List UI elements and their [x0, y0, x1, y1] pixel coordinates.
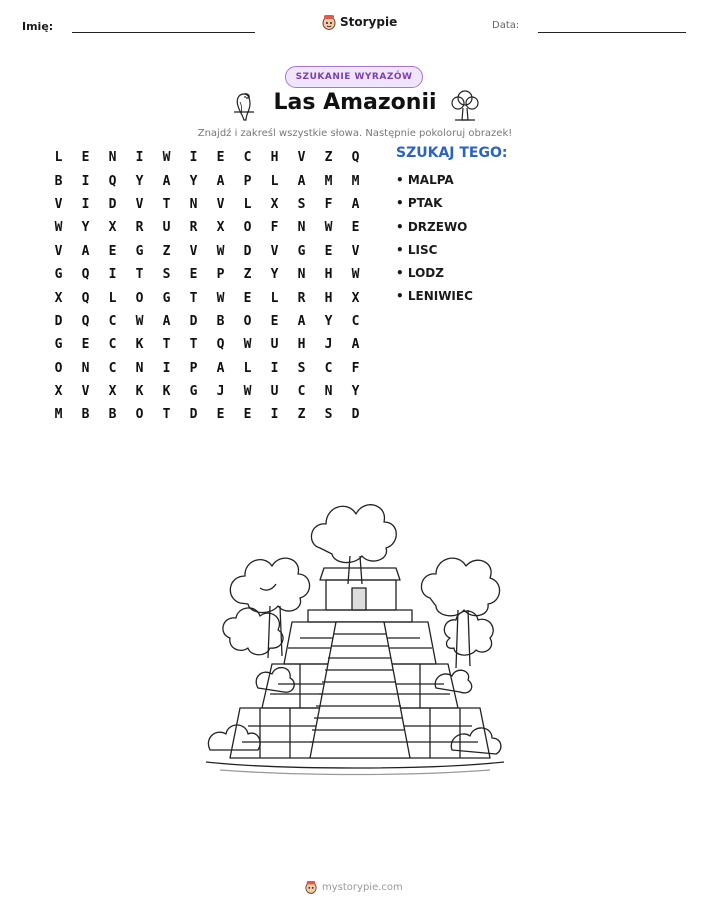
- grid-cell[interactable]: N: [189, 196, 198, 212]
- grid-cell[interactable]: T: [162, 196, 171, 212]
- grid-cell[interactable]: Y: [189, 173, 198, 189]
- ground-shadow: [220, 770, 490, 775]
- grid-row: [45, 380, 369, 403]
- grid-cell[interactable]: H: [324, 267, 333, 283]
- grid-row: [45, 146, 369, 169]
- grid-row: [45, 193, 369, 216]
- grid-cell[interactable]: H: [324, 290, 333, 306]
- grid-cell[interactable]: Z: [162, 243, 171, 259]
- ground-line: [206, 762, 504, 768]
- grid-cell[interactable]: Q: [81, 313, 90, 329]
- grid-cell[interactable]: A: [162, 313, 171, 329]
- grid-cell[interactable]: R: [297, 290, 306, 306]
- grid-cell[interactable]: W: [54, 220, 63, 236]
- grid-cell[interactable]: L: [54, 150, 63, 166]
- grid-cell[interactable]: Q: [81, 290, 90, 306]
- name-field[interactable]: [72, 32, 255, 33]
- grid-cell[interactable]: W: [162, 150, 171, 166]
- grid-cell[interactable]: P: [243, 173, 252, 189]
- tree-canopy-left: [230, 558, 309, 658]
- grid-row: [45, 263, 369, 286]
- grid-cell[interactable]: G: [189, 384, 198, 400]
- grid-cell[interactable]: X: [216, 220, 225, 236]
- grid-cell[interactable]: K: [135, 384, 144, 400]
- grid-row: [45, 286, 369, 309]
- word-list: [396, 172, 473, 312]
- instructions: Znajdź i zakreśl wszystkie słowa. Następnie pokoloruj obrazek!: [197, 128, 513, 139]
- grid-cell[interactable]: J: [324, 337, 333, 353]
- grid-cell[interactable]: I: [189, 150, 198, 166]
- grid-cell[interactable]: M: [54, 407, 63, 423]
- grid-cell[interactable]: N: [297, 220, 306, 236]
- brand-name: Storypie: [340, 15, 398, 29]
- date-field[interactable]: [538, 32, 686, 33]
- name-label: Imię:: [22, 20, 54, 33]
- grid-cell[interactable]: E: [216, 150, 225, 166]
- grid-cell[interactable]: M: [351, 173, 360, 189]
- grid-cell[interactable]: C: [108, 313, 117, 329]
- grid-cell[interactable]: M: [324, 173, 333, 189]
- grid-cell[interactable]: S: [297, 360, 306, 376]
- grid-cell[interactable]: E: [81, 150, 90, 166]
- grid-cell[interactable]: D: [54, 313, 63, 329]
- grid-cell[interactable]: E: [324, 243, 333, 259]
- grid-cell[interactable]: D: [243, 243, 252, 259]
- grid-cell[interactable]: E: [243, 407, 252, 423]
- grid-cell[interactable]: Z: [297, 407, 306, 423]
- grid-cell[interactable]: I: [108, 267, 117, 283]
- word-list-item: • LISC: [396, 242, 438, 257]
- grid-cell[interactable]: I: [270, 360, 279, 376]
- grid-cell[interactable]: G: [54, 337, 63, 353]
- grid-cell[interactable]: I: [270, 407, 279, 423]
- grid-cell[interactable]: V: [270, 243, 279, 259]
- pyramid-staircase: [310, 622, 410, 758]
- grid-cell[interactable]: Y: [351, 384, 360, 400]
- grid-cell[interactable]: U: [270, 384, 279, 400]
- grid-cell[interactable]: L: [243, 196, 252, 212]
- grid-cell[interactable]: E: [270, 313, 279, 329]
- grid-cell[interactable]: N: [297, 267, 306, 283]
- grid-cell[interactable]: C: [297, 384, 306, 400]
- grid-cell[interactable]: Y: [81, 220, 90, 236]
- grid-cell[interactable]: P: [216, 267, 225, 283]
- grid-cell[interactable]: D: [189, 313, 198, 329]
- grid-row: [45, 216, 369, 239]
- grid-cell[interactable]: C: [108, 360, 117, 376]
- grid-cell[interactable]: G: [297, 243, 306, 259]
- grid-cell[interactable]: G: [162, 290, 171, 306]
- grid-cell[interactable]: H: [297, 337, 306, 353]
- grid-cell[interactable]: O: [54, 360, 63, 376]
- grid-cell[interactable]: A: [216, 173, 225, 189]
- grid-cell[interactable]: W: [216, 243, 225, 259]
- grid-cell[interactable]: C: [351, 313, 360, 329]
- grid-cell[interactable]: X: [54, 384, 63, 400]
- grid-cell[interactable]: W: [243, 337, 252, 353]
- grid-cell[interactable]: V: [135, 196, 144, 212]
- grid-row: [45, 240, 369, 263]
- grid-cell[interactable]: B: [108, 407, 117, 423]
- grid-cell[interactable]: G: [135, 243, 144, 259]
- grid-cell[interactable]: E: [108, 243, 117, 259]
- grid-cell[interactable]: H: [270, 150, 279, 166]
- word-list-item: • PTAK: [396, 196, 443, 211]
- grid-cell[interactable]: K: [162, 384, 171, 400]
- grid-cell[interactable]: W: [135, 313, 144, 329]
- grid-cell[interactable]: L: [270, 173, 279, 189]
- grid-cell[interactable]: C: [324, 360, 333, 376]
- page-title: Las Amazonii: [273, 90, 437, 115]
- grid-cell[interactable]: K: [135, 337, 144, 353]
- grid-row: [45, 169, 369, 192]
- grid-cell[interactable]: E: [351, 220, 360, 236]
- grid-cell[interactable]: Y: [324, 313, 333, 329]
- grid-cell[interactable]: Z: [243, 267, 252, 283]
- grid-cell[interactable]: I: [81, 173, 90, 189]
- grid-cell[interactable]: W: [324, 220, 333, 236]
- storypie-mascot-icon: [305, 880, 317, 894]
- grid-cell[interactable]: X: [108, 384, 117, 400]
- grid-row: [45, 310, 369, 333]
- grid-cell[interactable]: T: [162, 407, 171, 423]
- grid-cell[interactable]: E: [216, 407, 225, 423]
- grid-cell[interactable]: N: [135, 360, 144, 376]
- grid-cell[interactable]: S: [162, 267, 171, 283]
- grid-cell[interactable]: B: [216, 313, 225, 329]
- grid-cell[interactable]: O: [135, 407, 144, 423]
- tree-canopy-top: [311, 505, 396, 584]
- grid-cell[interactable]: W: [216, 290, 225, 306]
- grid-cell[interactable]: A: [297, 173, 306, 189]
- tree-icon: [450, 88, 480, 122]
- word-list-item: • LODZ: [396, 266, 444, 281]
- grid-cell[interactable]: Y: [270, 267, 279, 283]
- grid-cell[interactable]: B: [81, 407, 90, 423]
- word-list-item: • DRZEWO: [396, 219, 468, 234]
- grid-cell[interactable]: A: [351, 196, 360, 212]
- grid-cell[interactable]: W: [351, 267, 360, 283]
- grid-cell[interactable]: R: [189, 220, 198, 236]
- grid-cell[interactable]: Q: [81, 267, 90, 283]
- grid-cell[interactable]: F: [324, 196, 333, 212]
- footer-url[interactable]: mystorypie.com: [322, 881, 403, 893]
- grid-cell[interactable]: X: [270, 196, 279, 212]
- grid-cell[interactable]: Z: [324, 150, 333, 166]
- grid-cell[interactable]: S: [297, 196, 306, 212]
- grid-cell[interactable]: L: [243, 360, 252, 376]
- grid-cell[interactable]: R: [135, 220, 144, 236]
- grid-cell[interactable]: N: [108, 150, 117, 166]
- grid-cell[interactable]: C: [108, 337, 117, 353]
- grid-cell[interactable]: E: [243, 290, 252, 306]
- grid-cell[interactable]: T: [162, 337, 171, 353]
- grid-cell[interactable]: V: [297, 150, 306, 166]
- grid-cell[interactable]: G: [54, 267, 63, 283]
- grid-cell[interactable]: N: [324, 384, 333, 400]
- grid-cell[interactable]: Q: [108, 173, 117, 189]
- grid-cell[interactable]: Q: [216, 337, 225, 353]
- grid-cell[interactable]: I: [162, 360, 171, 376]
- grid-cell[interactable]: L: [108, 290, 117, 306]
- grid-cell[interactable]: O: [243, 313, 252, 329]
- grid-cell[interactable]: X: [54, 290, 63, 306]
- grid-cell[interactable]: T: [189, 290, 198, 306]
- grid-cell[interactable]: D: [351, 407, 360, 423]
- word-search-grid[interactable]: [45, 146, 369, 427]
- jungle-pyramid-coloring-illustration[interactable]: [200, 488, 510, 778]
- grid-cell[interactable]: F: [270, 220, 279, 236]
- temple-top: [308, 568, 412, 622]
- grid-cell[interactable]: V: [189, 243, 198, 259]
- grid-cell[interactable]: X: [351, 290, 360, 306]
- grid-cell[interactable]: D: [108, 196, 117, 212]
- grid-cell[interactable]: C: [243, 150, 252, 166]
- grid-cell[interactable]: W: [243, 384, 252, 400]
- date-label: Data:: [492, 20, 520, 31]
- grid-cell[interactable]: Q: [351, 150, 360, 166]
- grid-row: [45, 333, 369, 356]
- grid-cell[interactable]: T: [135, 267, 144, 283]
- grid-cell[interactable]: A: [297, 313, 306, 329]
- word-list-item: • MALPA: [396, 173, 454, 187]
- grid-row: [45, 403, 369, 426]
- storypie-mascot-icon: [322, 14, 336, 30]
- grid-cell[interactable]: S: [324, 407, 333, 423]
- grid-cell[interactable]: A: [162, 173, 171, 189]
- grid-cell[interactable]: U: [270, 337, 279, 353]
- grid-cell[interactable]: J: [216, 384, 225, 400]
- word-list-title: SZUKAJ TEGO:: [396, 145, 508, 161]
- grid-cell[interactable]: E: [81, 337, 90, 353]
- grid-cell[interactable]: A: [81, 243, 90, 259]
- activity-type-badge: SZUKANIE WYRAZÓW: [285, 66, 423, 88]
- grid-cell[interactable]: X: [108, 220, 117, 236]
- grid-cell[interactable]: I: [135, 150, 144, 166]
- grid-row: [45, 357, 369, 380]
- word-list-item: • LENIWIEC: [396, 289, 473, 304]
- grid-cell[interactable]: A: [351, 337, 360, 353]
- grid-cell[interactable]: V: [351, 243, 360, 259]
- grid-cell[interactable]: A: [216, 360, 225, 376]
- grid-cell[interactable]: T: [189, 337, 198, 353]
- grid-cell[interactable]: E: [189, 267, 198, 283]
- grid-cell[interactable]: P: [189, 360, 198, 376]
- grid-cell[interactable]: V: [54, 196, 63, 212]
- grid-cell[interactable]: N: [81, 360, 90, 376]
- footer: [305, 880, 403, 894]
- grid-cell[interactable]: I: [81, 196, 90, 212]
- grid-cell[interactable]: U: [162, 220, 171, 236]
- grid-cell[interactable]: F: [351, 360, 360, 376]
- grid-cell[interactable]: O: [135, 290, 144, 306]
- grid-cell[interactable]: O: [243, 220, 252, 236]
- grid-cell[interactable]: V: [81, 384, 90, 400]
- storypie-logo: [322, 14, 397, 30]
- grid-cell[interactable]: D: [189, 407, 198, 423]
- grid-cell[interactable]: L: [270, 290, 279, 306]
- grid-cell[interactable]: B: [54, 173, 63, 189]
- grid-cell[interactable]: V: [54, 243, 63, 259]
- grid-cell[interactable]: V: [216, 196, 225, 212]
- grid-cell[interactable]: Y: [135, 173, 144, 189]
